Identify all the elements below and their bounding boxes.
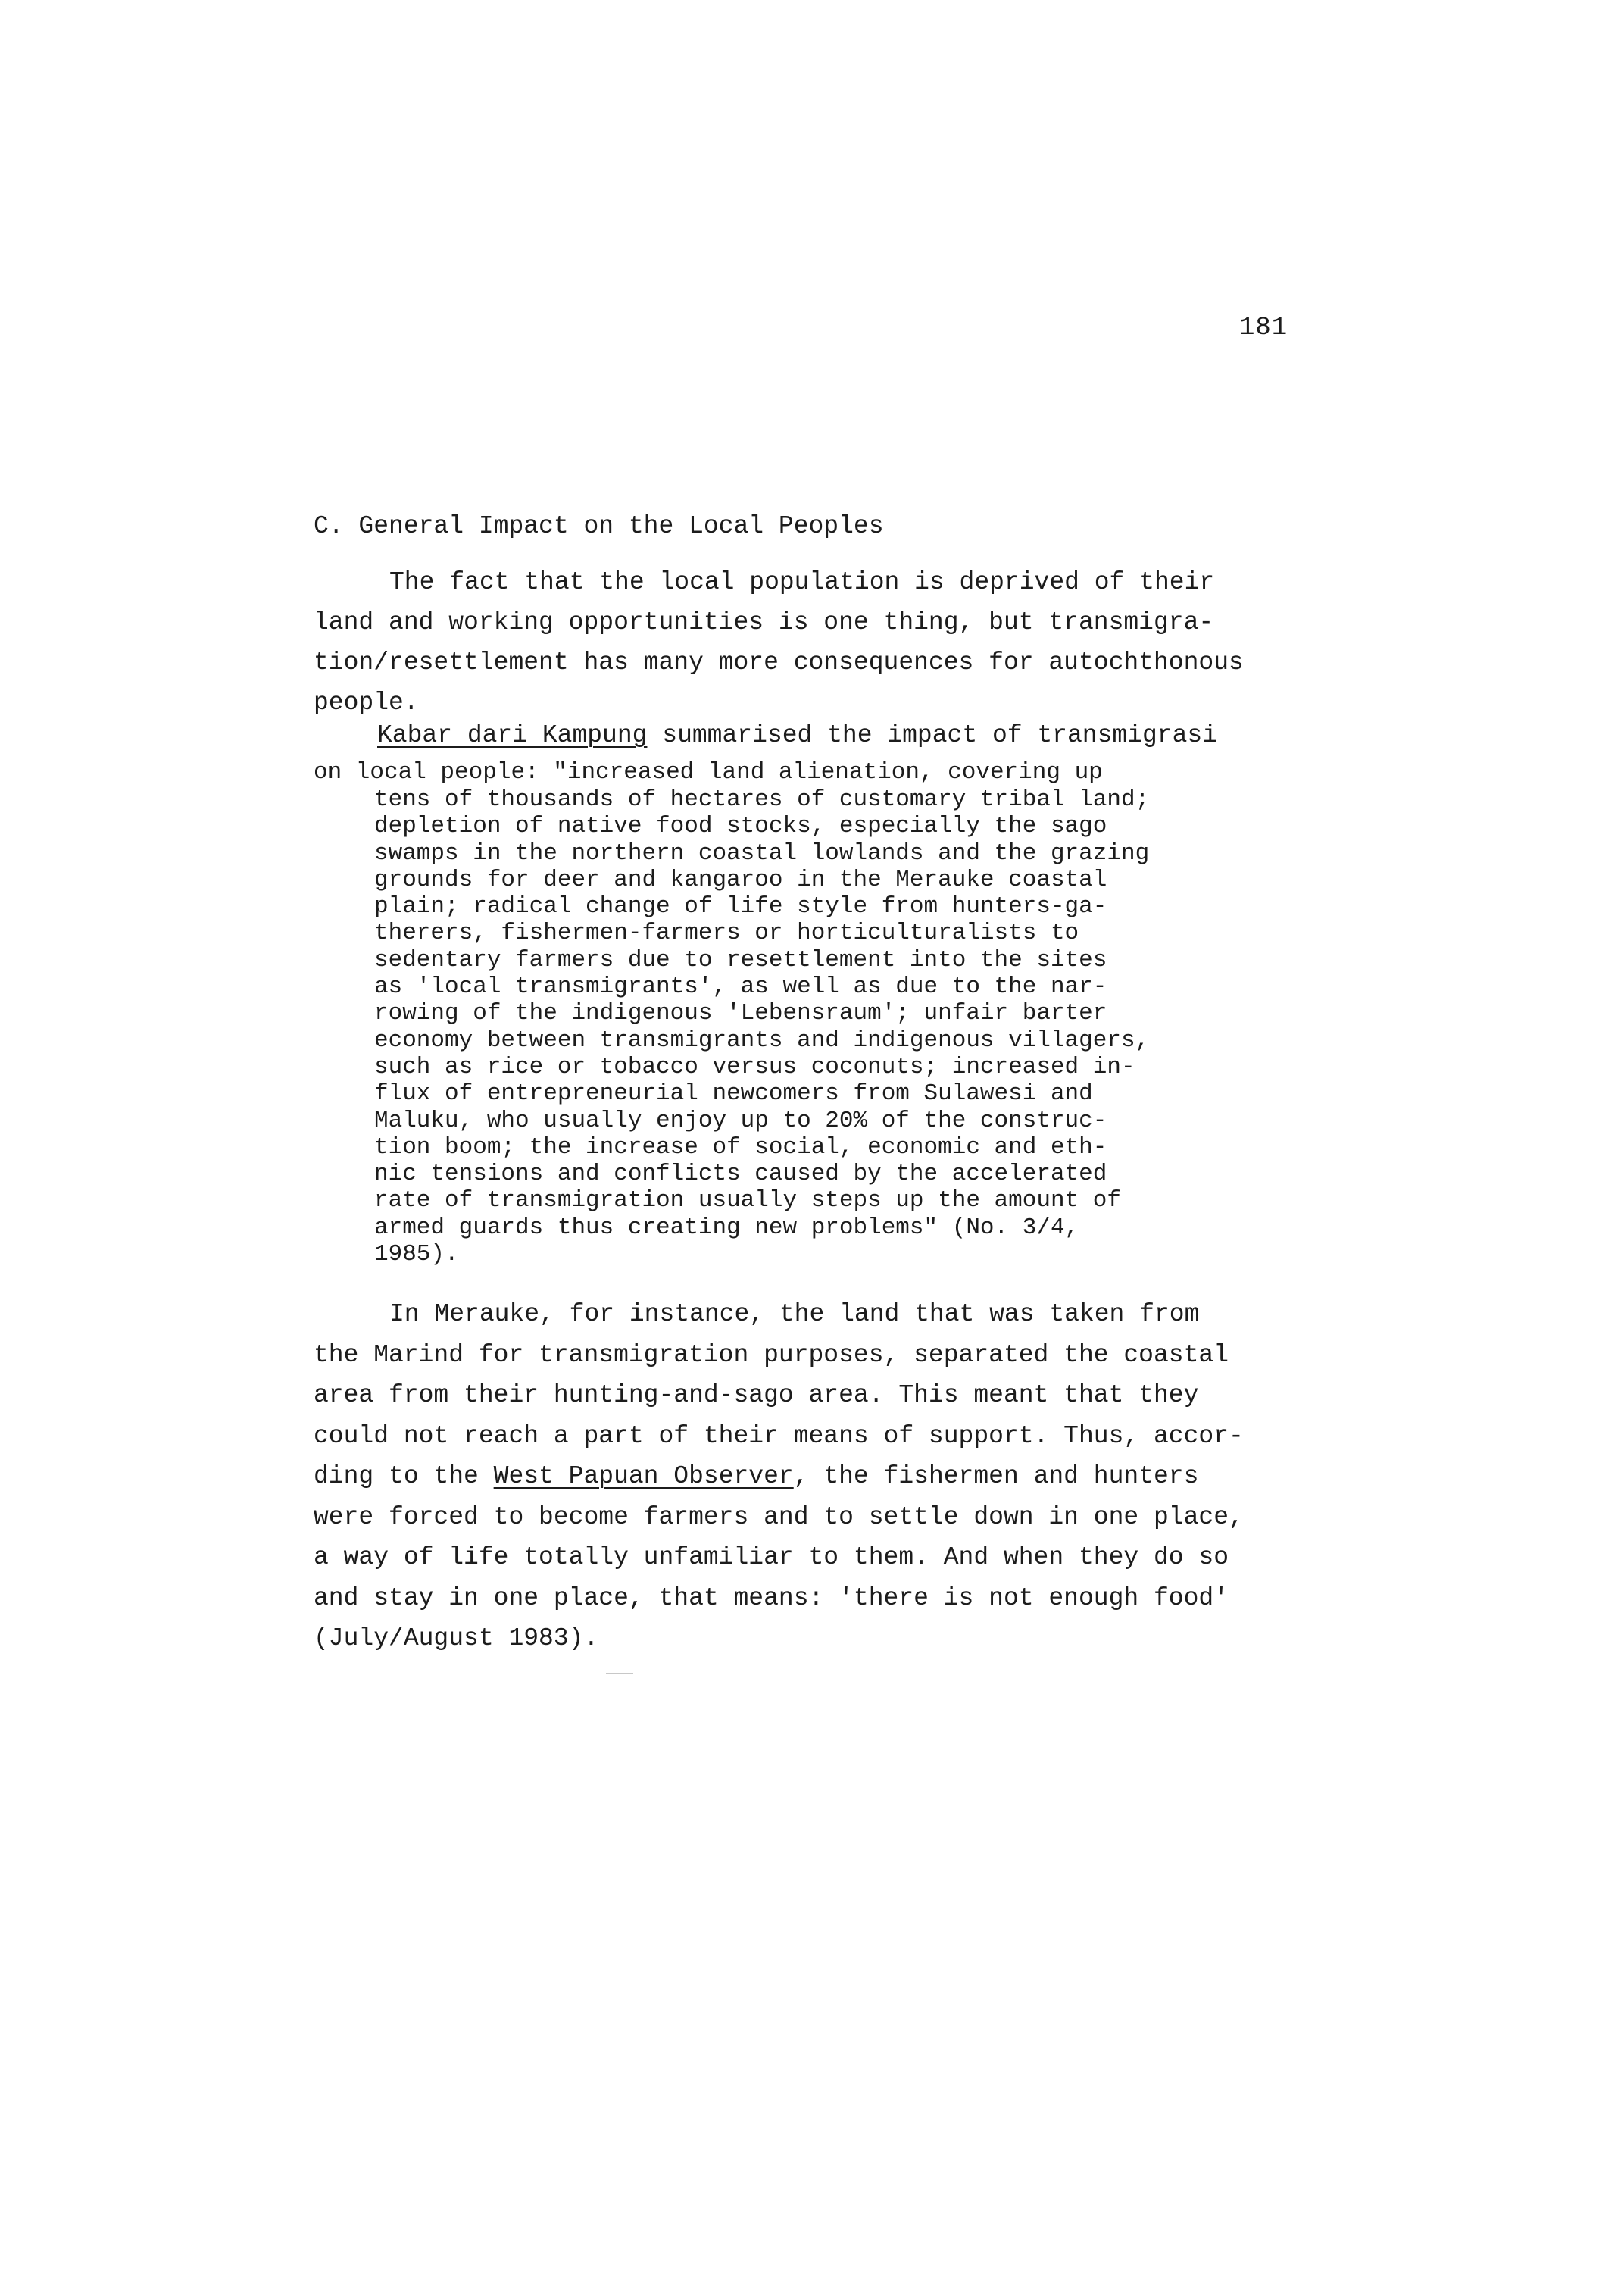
paragraph-3-line: were forced to become farmers and to settle down in one place, [314,1502,1244,1531]
quote-line: economy between transmigrants and indigenous villagers, [374,1027,1150,1054]
paragraph-1-line: land and working opportunities is one thing, but transmigra- [314,608,1214,636]
paragraph-1 [314,562,1244,723]
paragraph-3-line: a way of life totally unfamiliar to them. And when they do so [314,1543,1229,1571]
paragraph-1-line: tion/resettlement has many more consequences for autochthonous [314,649,1244,677]
paragraph-3-line-5-start: ding to the [314,1462,494,1490]
block-quote [374,786,1149,1267]
quote-line: sedentary farmers due to resettlement into the sites [374,946,1107,974]
quote-line: grounds for deer and kangaroo in the Merauke coastal [374,866,1107,893]
quote-line: such as rice or tobacco versus coconuts; increased in- [374,1053,1135,1080]
paragraph-3-line: could not reach a part of their means of support. Thus, accor- [314,1421,1244,1450]
quote-first-line: on local people: "increased land alienation, covering up [314,759,1103,786]
paragraph-3-line-5-end: , the fishermen and hunters [793,1462,1199,1490]
quote-line: Maluku, who usually enjoy up to 20% of the construc- [374,1107,1107,1134]
section-heading: C. General Impact on the Local Peoples [314,512,884,540]
quote-line: armed guards thus creating new problems" (No. 3/4, [374,1214,1079,1241]
quote-line: tens of thousands of hectares of customary tribal land; [374,786,1150,813]
scan-speck [606,1673,633,1674]
quote-line: nic tensions and conflicts caused by the accelerated [374,1161,1107,1188]
page-number: 181 [1239,314,1288,342]
quote-line: 1985). [374,1241,459,1268]
quote-line: as 'local transmigrants', as well as due to the nar- [374,974,1107,1001]
quote-line: therers, fishermen-farmers or horticulturalists to [374,920,1079,947]
paragraph-1-line: people. [314,689,419,717]
quote-line: rate of transmigration usually steps up the amount of [374,1187,1121,1214]
paragraph-3 [314,1294,1244,1659]
quote-line: tion boom; the increase of social, economic and eth- [374,1133,1107,1161]
source-title-west-papuan-observer: West Papuan Observer [493,1462,794,1490]
paragraph-2-lead [377,721,1217,749]
paragraph-3-line: the Marind for transmigration purposes, separated the coastal [314,1340,1229,1369]
paragraph-1-line: The fact that the local population is deprived of their [389,568,1215,596]
quote-line: flux of entrepreneurial newcomers from Sulawesi and [374,1080,1093,1108]
paragraph-3-line: In Merauke, for instance, the land that was taken from [389,1300,1200,1328]
source-title-kabar-dari-kampung: Kabar dari Kampung [377,721,648,749]
paragraph-3-line: area from their hunting-and-sago area. This meant that they [314,1381,1199,1409]
quote-line: rowing of the indigenous 'Lebensraum'; unfair barter [374,1000,1107,1027]
paragraph-3-line [314,1456,1244,1497]
quote-line: swamps in the northern coastal lowlands and the grazing [374,839,1150,867]
quote-line: plain; radical change of life style from hunters-ga- [374,893,1107,920]
quote-line: depletion of native food stocks, especially the sago [374,813,1107,840]
paragraph-3-line: and stay in one place, that means: 'there is not enough food' [314,1583,1229,1612]
paragraph-2-lead-text: summarised the impact of transmigrasi [647,721,1217,749]
paragraph-3-line: (July/August 1983). [314,1624,599,1652]
